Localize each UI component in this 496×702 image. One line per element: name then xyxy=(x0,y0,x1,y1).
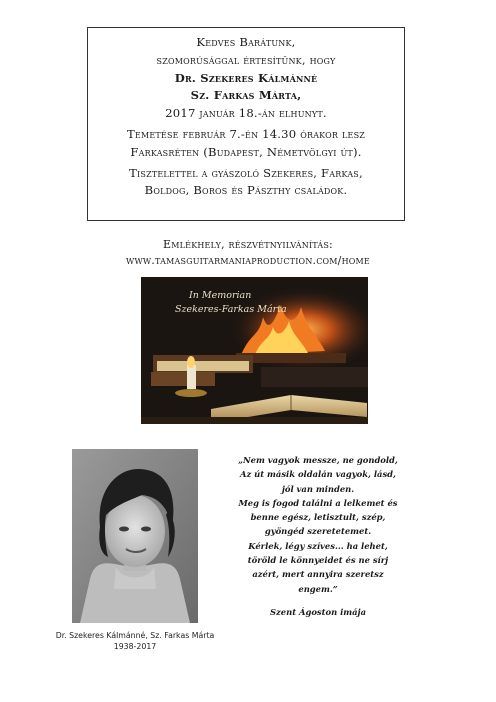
portrait-photo xyxy=(72,449,198,623)
photo-caption-name: Dr. Szekeres Kálmánné, Sz. Farkas Márta xyxy=(55,631,215,640)
memorial-url[interactable]: www.tamasguitarmaniaproduction.com/home xyxy=(126,254,370,267)
in-memoriam-image xyxy=(141,277,368,424)
poem-line: „Nem vagyok messze, ne gondold, xyxy=(238,455,398,465)
memorial-label: Emlékhely, részvétnyilvánítás: xyxy=(163,238,333,251)
families-line-1: Tisztelettel a gyászoló Szekeres, Farkas, xyxy=(129,165,363,180)
poem-line: töröld le könnyeidet és ne sírj xyxy=(247,555,389,566)
photo-caption-years: 1938-2017 xyxy=(113,642,157,651)
poem-line: jól van minden. xyxy=(281,483,355,494)
poem-line: Meg is fogod találni a lelkemet és xyxy=(238,497,398,508)
image-title-line2: Szekeres-Farkas Márta xyxy=(175,304,287,315)
poem-line: Kérlek, légy szíves... ha lehet, xyxy=(248,540,388,551)
notice-intro: szomorúsággal értesítünk, hogy xyxy=(156,52,336,67)
deceased-name: Dr. Szekeres Kálmánné xyxy=(174,70,318,85)
funeral-place: Farkasréten (Budapest, Németvölgyi út). xyxy=(130,144,362,159)
image-title-line1: In Memorian xyxy=(189,290,252,301)
poem-line: Az út másik oldalán vagyok, lásd, xyxy=(240,469,396,480)
families-line-2: Boldog, Boros és Pászthy családok. xyxy=(144,183,348,198)
poem-line: azért, mert annyira szeretsz xyxy=(252,569,384,580)
poem-line: gyöngéd szeretetemet. xyxy=(264,526,372,537)
poem-signature: Szent Ágoston imája xyxy=(269,606,367,617)
poem-line: benne egész, letisztult, szép, xyxy=(250,512,386,523)
notice-greeting: Kedves Barátunk, xyxy=(196,35,296,49)
funeral-time: Temetése február 7.-én 14.30 órakor lesz xyxy=(126,126,366,141)
poem-line: engem.” xyxy=(298,583,338,594)
poem-quote xyxy=(230,453,406,619)
deceased-maiden-name: Sz. Farkas Márta, xyxy=(190,88,302,103)
death-notice-box xyxy=(87,27,405,221)
date-of-death: 2017 január 18.-án elhunyt. xyxy=(165,106,327,121)
